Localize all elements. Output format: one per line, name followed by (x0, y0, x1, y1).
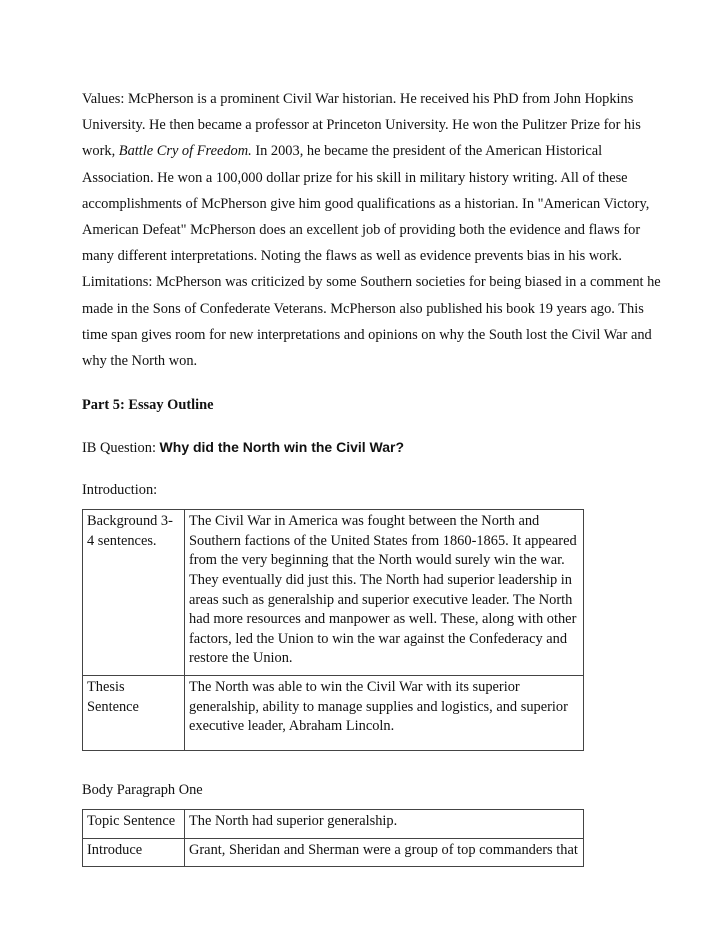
row-text: The Civil War in America was fought between the North and Southern factions of the United States from 1860-1865. It appeared from the very beginning that the North would surely win the war. They eventually did just this. The North had superior leadership in areas such as generalship and superior executive leader. The North had more resources and manpower as well. These, along with other factors, led the Union to win the war against the Confederacy and restore the Union. (185, 510, 584, 676)
values-text-end: In 2003, he became the president of the American Historical Association. He won a 100,000 dollar prize for his skill in military history writing. All of these accomplishments of McPherson give him good qualifications as a historian. In "American Victory, American Defeat" McPherson does an excellent job of providing both the evidence and flaws for many different interpretations. Noting the flaws as well as evidence prevents bias in his work. (82, 143, 650, 265)
row-text: Grant, Sheridan and Sherman were a group of top commanders that (185, 838, 584, 867)
table-row (83, 510, 584, 676)
row-text: The North had superior generalship. (185, 809, 584, 838)
introduction-label: Introduction: (82, 482, 158, 499)
table-row (83, 838, 584, 867)
limitations-paragraph: Limitations: McPherson was criticized by some Southern societies for being biased in a comment he made in the Sons of Confederate Veterans. McPherson also published his book 19 years ago. This time span gives room for new interpretations and opinions on why the South lost the Civil War and why the North won. (82, 274, 661, 370)
book-title: Battle Cry of Freedom. (118, 143, 252, 160)
body-paragraph-table (82, 809, 584, 867)
body-paragraph-label: Body Paragraph One (82, 781, 203, 798)
ib-question-label: IB Question: (82, 440, 160, 457)
ib-question-text: Why did the North win the Civil War? (159, 439, 405, 456)
ib-question (82, 436, 662, 459)
values-paragraph (82, 86, 662, 269)
document-page (82, 86, 662, 867)
row-text: The North was able to win the Civil War with its superior generalship, ability to manage supplies and logistics, and superior executive leader, Abraham Lincoln. (185, 675, 584, 750)
row-label: Topic Sentence (83, 809, 185, 838)
part5-heading: Part 5: Essay Outline (82, 397, 214, 414)
introduction-table (82, 509, 584, 751)
values-text-start: Values: McPherson is a prominent Civil War historian. He received his PhD from John Hopkins University. He then became a professor at Princeton University. He won the Pulitzer Prize for his work, (82, 91, 641, 160)
table-row (83, 809, 584, 838)
row-label: Thesis Sentence (83, 675, 185, 750)
row-label: Introduce (83, 838, 185, 867)
table-row (83, 675, 584, 750)
row-label: Background 3-4 sentences. (83, 510, 185, 676)
